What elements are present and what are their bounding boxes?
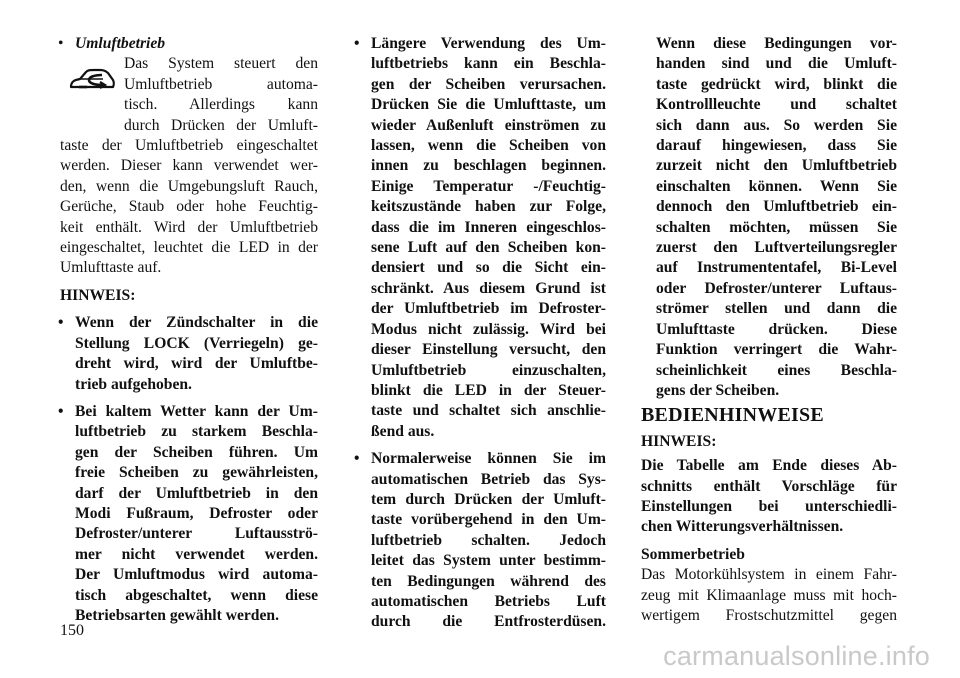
- text-line: luftbetrieb zu starkem Beschla-: [75, 423, 318, 441]
- text-line: durch Drücken der Umluft-: [124, 116, 318, 134]
- bullet-dot: •: [354, 35, 360, 52]
- text-line: Der Umluftmodus wird automa-: [75, 566, 318, 584]
- column-middle: [356, 34, 606, 633]
- text-line: der Umluftbetrieb im Defroster-: [371, 300, 606, 318]
- text-line: Umlufttaste drücken. Diese: [656, 320, 897, 338]
- note-paragraph: [641, 456, 897, 538]
- text-line: Modi Fußraum, Defroster oder: [75, 504, 318, 522]
- bullet-dot: •: [58, 35, 64, 52]
- text-line: trieb aufgehoben.: [75, 375, 192, 393]
- text-line: handen sind und die Umluft-: [656, 55, 897, 73]
- text-line: freie Scheiben zu gewährleisten,: [75, 464, 318, 482]
- watermark: carmanualsonline.info: [663, 641, 930, 671]
- text-line: ßend aus.: [371, 422, 435, 440]
- text-line: Defroster/unterer Luftausströ-: [75, 525, 318, 543]
- text-line: sene Luft auf den Scheiben kon-: [371, 239, 606, 257]
- text-line: keit enthält. Wird der Umluftbetrieb: [60, 218, 318, 236]
- text-line: schalten möchten, müssen Sie: [656, 218, 897, 236]
- text-line: dieser Einstellung versucht, den: [371, 341, 606, 359]
- subheading-sommerbetrieb: Sommerbetrieb: [641, 545, 745, 563]
- text-line: Einige Temperatur -/Feuchtig-: [371, 177, 606, 195]
- bullet-dot: •: [354, 450, 360, 468]
- text-line: Umlufttaste auf.: [60, 259, 162, 277]
- text-line: densiert und so die Sicht ein-: [371, 259, 606, 277]
- text-line: automatischen Betriebs Luft: [371, 592, 606, 610]
- text-line: durch die Entfrosterdüsen.: [371, 613, 606, 631]
- text-line: darauf hingewiesen, dass Sie: [656, 137, 897, 155]
- text-line: Das System steuert den: [124, 55, 318, 73]
- column-right: [641, 34, 897, 626]
- text-line: automatischen Betrieb das Sys-: [371, 470, 606, 488]
- text-line: Die Tabelle am Ende dieses Ab-: [641, 457, 897, 475]
- text-line: Längere Verwendung des Um-: [371, 35, 606, 52]
- bullet-continuation: [641, 34, 897, 401]
- text-line: scheinlichkeit eines Beschla-: [656, 361, 897, 379]
- text-line: wertigem Frostschutzmittel gegen: [641, 606, 897, 624]
- text-line: zuerst den Luftverteilungsregler: [656, 239, 897, 257]
- text-line: ten Bedingungen während des: [371, 572, 606, 590]
- text-line: den, wenn die Umgebungsluft Rauch,: [60, 177, 318, 195]
- text-line: eingeschaltet, leuchtet die LED in der: [60, 239, 318, 257]
- text-line: gen der Scheiben verursachen.: [371, 75, 606, 93]
- bullet-zuendschalter: [60, 313, 318, 395]
- page-number: 150: [60, 622, 84, 639]
- text-line: gens der Scheiben.: [656, 381, 780, 399]
- section-title-umluftbetrieb: Umluftbetrieb: [75, 35, 166, 52]
- text-line: tisch abgeschaltet, wenn diese: [75, 586, 318, 604]
- bullet-kaltes-wetter: [60, 402, 318, 626]
- bullet-laengere-verwendung: [356, 34, 606, 442]
- text-line: taste vorübergehend in den Um-: [371, 511, 606, 529]
- recirculation-car-icon: [60, 54, 124, 134]
- text-line: taste und schaltet sich anschlie-: [371, 402, 606, 420]
- text-line: Normalerweise können Sie im: [371, 450, 606, 468]
- text-line: Stellung LOCK (Verriegeln) ge-: [75, 334, 318, 352]
- text-line: tem durch Drücken der Umluft-: [371, 490, 606, 508]
- text-line: tisch. Allerdings kann: [124, 96, 318, 114]
- bullet-umluftbetrieb: [60, 34, 318, 54]
- text-line: Kontrollleuchte und schaltet: [656, 96, 897, 114]
- text-line: zeug mit Klimaanlage muss mit hoch-: [641, 586, 897, 604]
- text-line: innen zu beschlagen beginnen.: [371, 157, 606, 175]
- icon-paragraph: [60, 54, 318, 136]
- text-line: dreht wird, wird der Umluftbe-: [75, 355, 318, 373]
- icon-side-text: [124, 54, 318, 136]
- text-line: oder Defroster/unterer Luftaus-: [656, 279, 897, 297]
- text-line: Das Motorkühlsystem in einem Fahr-: [641, 566, 897, 584]
- text-line: schränkt. Aus diesem Grund ist: [371, 279, 606, 297]
- text-line: zurzeit nicht den Umluftbetrieb: [656, 157, 897, 175]
- text-line: keitszustände haben zur Folge,: [371, 198, 606, 216]
- text-line: taste gedrückt wird, blinkt die: [656, 75, 897, 93]
- text-line: leitet das System unter bestimm-: [371, 552, 606, 570]
- text-line: chen Witterungsverhältnissen.: [641, 518, 844, 536]
- text-line: dass die im Inneren eingeschlos-: [371, 218, 606, 236]
- text-line: strömer stellen und dann die: [656, 300, 897, 318]
- text-line: einschalten können. Wenn Sie: [656, 177, 897, 195]
- text-line: schnitts enthält Vorschläge für: [641, 477, 897, 495]
- text-line: gen der Scheiben führen. Um: [75, 443, 318, 461]
- note-label: HINWEIS:: [641, 432, 717, 450]
- text-line: mer nicht verwendet werden.: [75, 545, 318, 563]
- bullet-dot: •: [58, 314, 64, 332]
- text-line: Wenn der Zündschalter in die: [75, 314, 318, 332]
- text-line: luftbetrieb schalten. Jedoch: [371, 531, 606, 549]
- text-line: blinkt die LED in der Steuer-: [371, 381, 606, 399]
- text-line: Einstellungen bei unterschiedli-: [641, 497, 897, 515]
- section-heading: BEDIENHINWEISE: [641, 404, 824, 427]
- text-line: sich dann aus. So werden Sie: [656, 116, 897, 134]
- text-line: Funktion verringert die Wahr-: [656, 341, 897, 359]
- text-line: werden. Dieser kann verwendet wer-: [60, 157, 318, 175]
- text-line: Wenn diese Bedingungen vor-: [656, 35, 897, 52]
- text-line: Bei kaltem Wetter kann der Um-: [75, 402, 318, 420]
- text-line: Drücken Sie die Umlufttaste, um: [371, 96, 606, 114]
- summer-paragraph: [641, 565, 897, 626]
- text-line: dennoch den Umluftbetrieb ein-: [656, 198, 897, 216]
- column-left: [60, 34, 318, 626]
- text-line: Betriebsarten gewählt werden.: [75, 606, 279, 624]
- text-line: luftbetriebs kann ein Beschla-: [371, 55, 606, 73]
- text-line: taste der Umluftbetrieb eingeschaltet: [60, 137, 318, 155]
- text-line: Umluftbetrieb automa-: [124, 75, 318, 93]
- text-line: darf der Umluftbetrieb in den: [75, 484, 318, 502]
- bullet-dot: •: [58, 402, 64, 420]
- text-line: auf Instrumententafel, Bi-Level: [656, 259, 897, 277]
- text-line: lassen, wenn die Scheiben von: [371, 137, 606, 155]
- text-line: Modus nicht zulässig. Wird bei: [371, 320, 606, 338]
- note-label: HINWEIS:: [60, 286, 136, 304]
- text-line: Gerüche, Staub oder hohe Feuchtig-: [60, 198, 318, 216]
- umluft-body: [60, 136, 318, 279]
- bullet-normalerweise: [356, 449, 606, 633]
- text-line: wieder Außenluft einströmen zu: [371, 116, 606, 134]
- text-line: Umluftbetrieb einzuschalten,: [371, 361, 606, 379]
